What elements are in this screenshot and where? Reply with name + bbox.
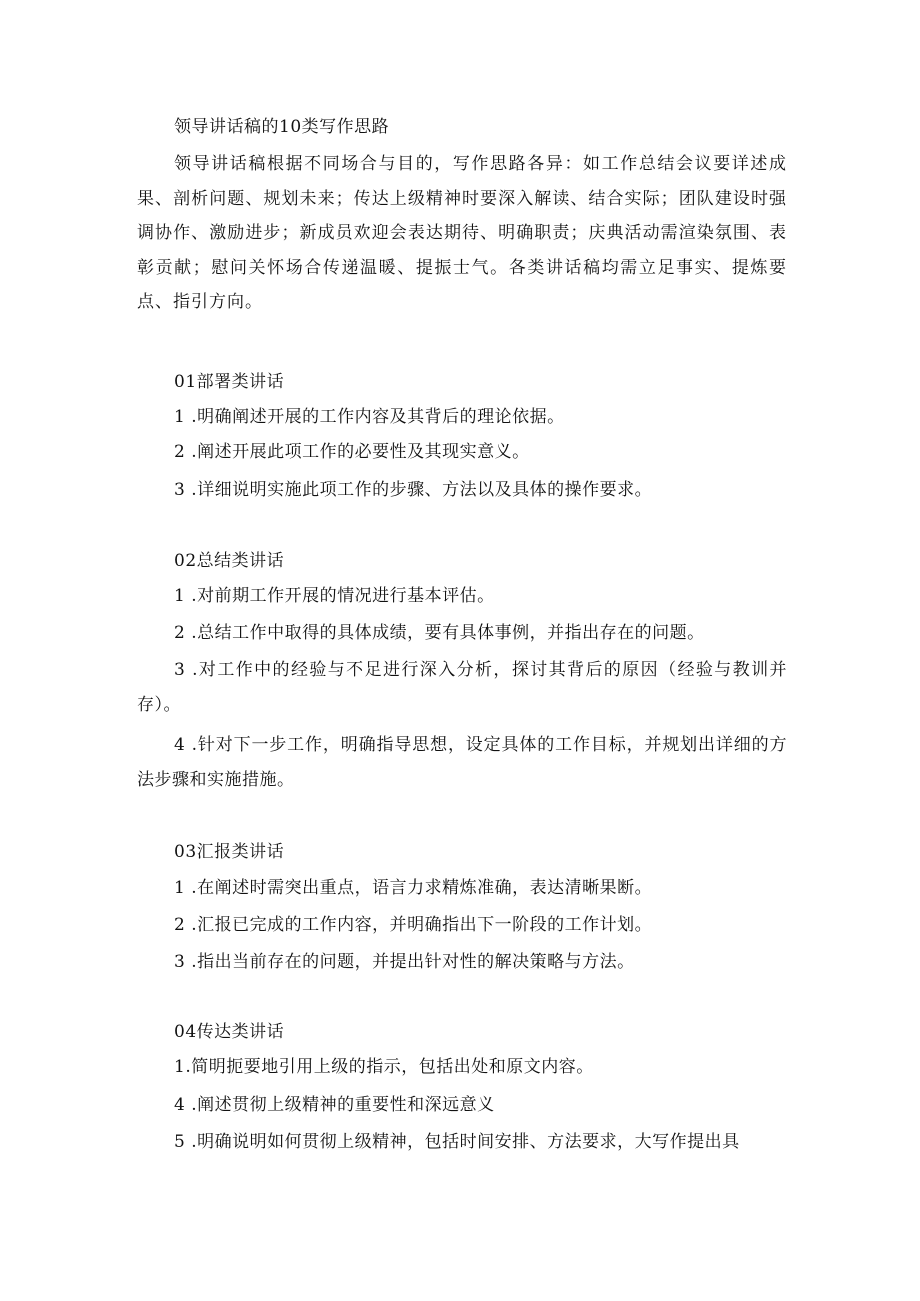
list-item: 3 .详细说明实施此项工作的步骤、方法以及具体的操作要求。 xyxy=(174,480,653,500)
list-item: 4 .阐述贯彻上级精神的重要性和深远意义 xyxy=(174,1095,495,1115)
list-item: 2 .汇报已完成的工作内容，并明确指出下一阶段的工作计划。 xyxy=(174,915,653,935)
list-item: 3 .指出当前存在的问题，并提出针对性的解决策略与方法。 xyxy=(174,952,635,972)
list-item: 3 .对工作中的经验与不足进行深入分析，探讨其背后的原因（经验与教训并存）。 xyxy=(137,660,787,715)
list-item: 5 .明确说明如何贯彻上级精神，包括时间安排、方法要求，大写作提出具 xyxy=(174,1132,740,1152)
list-item: 2 .总结工作中取得的具体成绩，要有具体事例，并指出存在的问题。 xyxy=(174,623,705,643)
intro-paragraph: 领导讲话稿根据不同场合与目的，写作思路各异：如工作总结会议要详述成果、剖析问题、规划未来；传达上级精神时要深入解读、结合实际；团队建设时强调协作、激励进步；新成员欢迎会表达期待、明确职责；庆典活动需渲染氛围、表彰贡献；慰问关怀场合传递温暖、提振士气。各类讲话稿均需立足事实、提炼要点、指引方向。 xyxy=(137,154,787,312)
list-item: 1.简明扼要地引用上级的指示，包括出处和原文内容。 xyxy=(174,1057,594,1077)
section-title-report: 03汇报类讲话 xyxy=(174,842,285,862)
section-title-summary: 02总结类讲话 xyxy=(174,551,285,571)
section-title-deployment: 01部署类讲话 xyxy=(174,372,285,392)
list-item: 4 .针对下一步工作，明确指导思想，设定具体的工作目标，并规划出详细的方法步骤和实施措施。 xyxy=(137,735,787,790)
list-item: 2 .阐述开展此项工作的必要性及其现实意义。 xyxy=(174,442,530,462)
list-item: 1 .明确阐述开展的工作内容及其背后的理论依据。 xyxy=(174,407,565,427)
section-title-convey: 04传达类讲话 xyxy=(174,1022,285,1042)
document-title: 领导讲话稿的10类写作思路 xyxy=(174,117,390,137)
list-item: 1 .对前期工作开展的情况进行基本评估。 xyxy=(174,586,495,606)
list-item: 1 .在阐述时需突出重点，语言力求精炼准确，表达清晰果断。 xyxy=(174,878,653,898)
